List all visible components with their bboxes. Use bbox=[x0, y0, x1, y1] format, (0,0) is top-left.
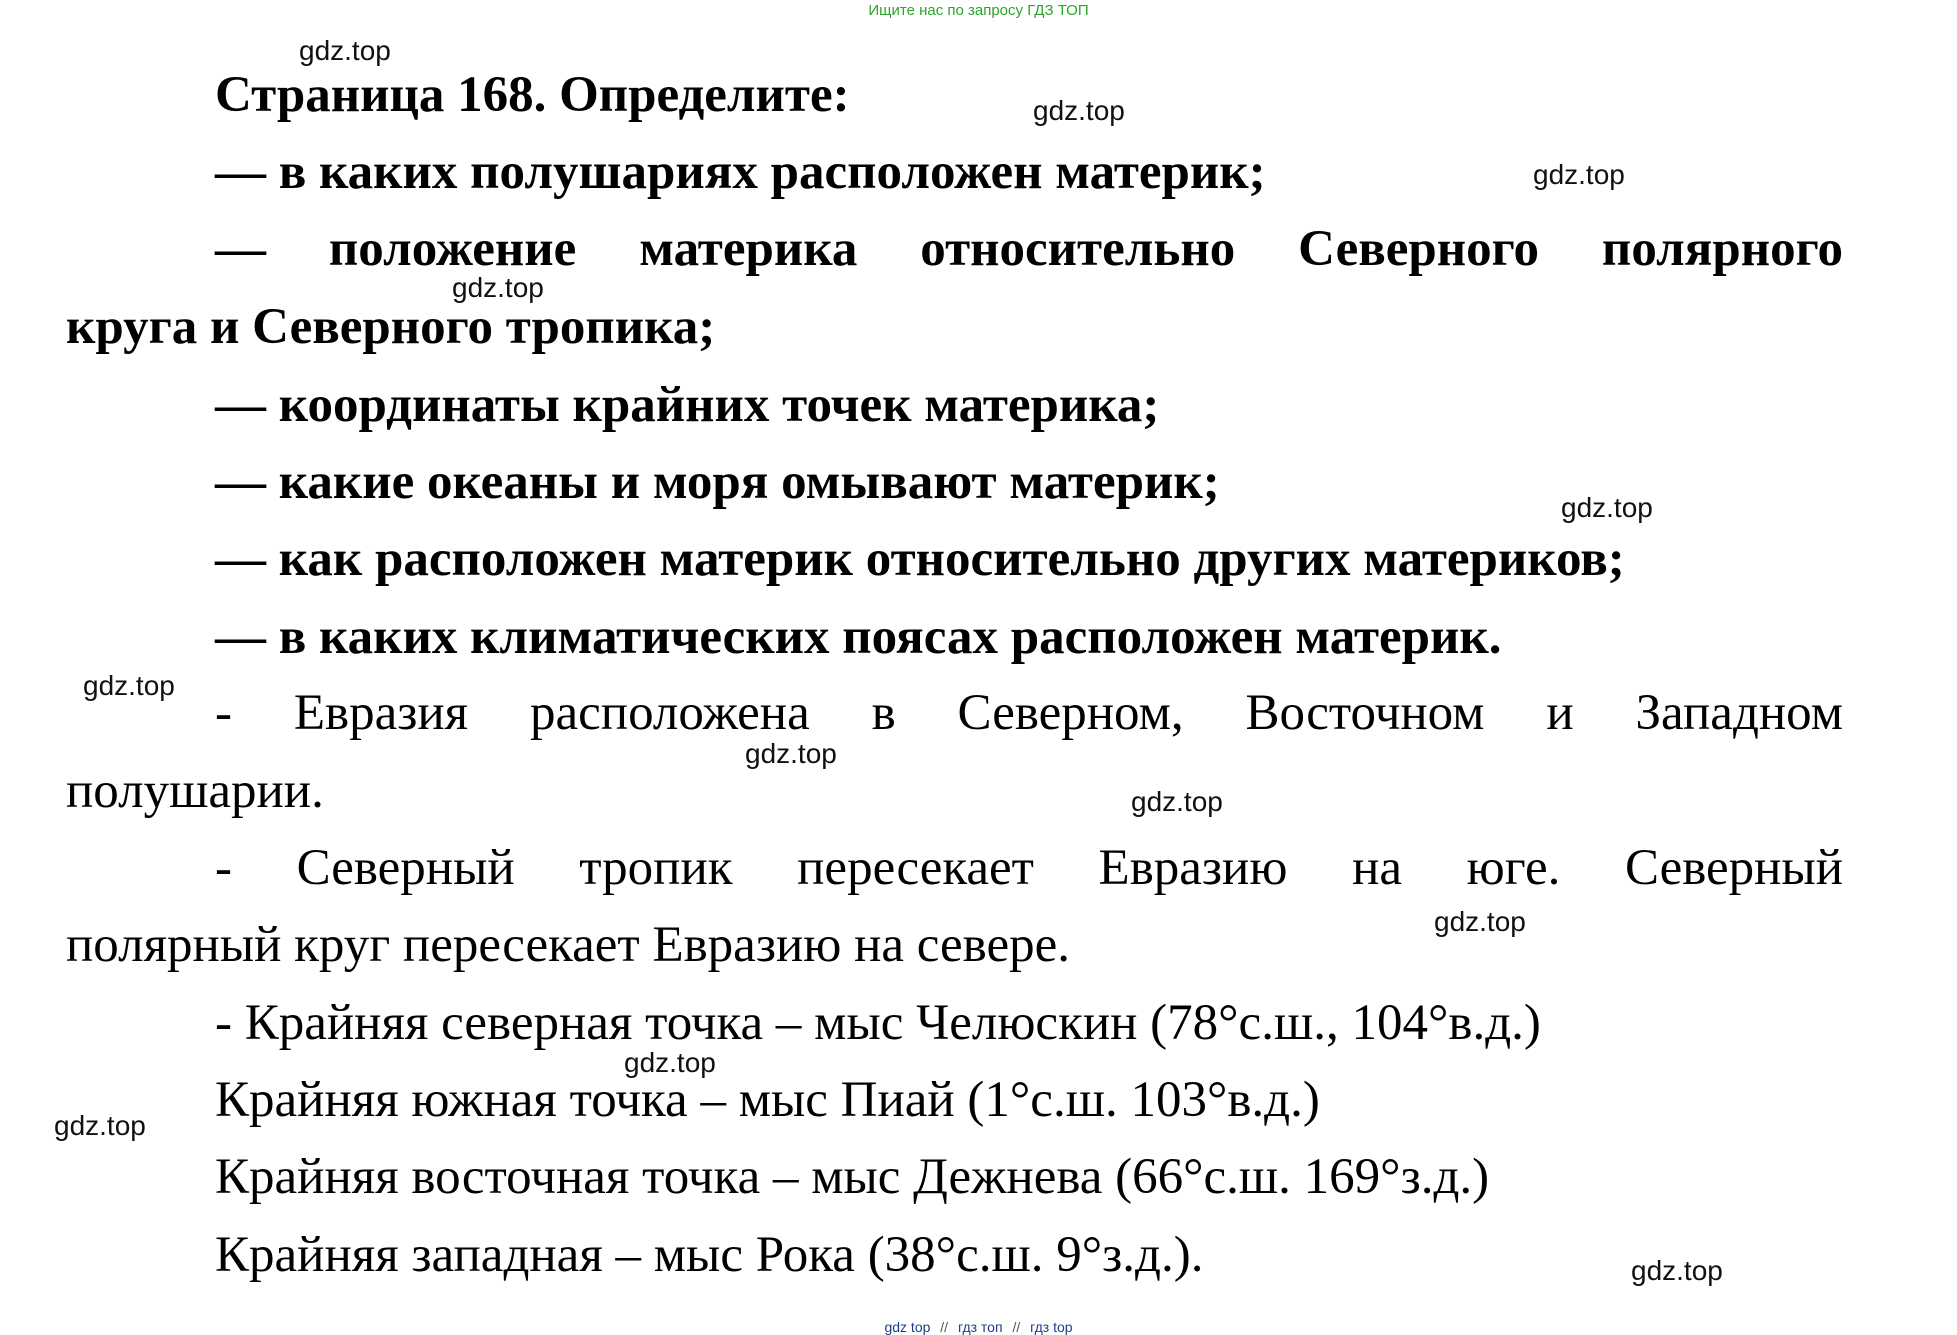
task-item-position-cont: круга и Северного тропика; bbox=[66, 299, 716, 355]
answer-hemispheres-cont: полушарии. bbox=[66, 763, 324, 819]
task-item-climate: — в каких климатических поясах расположен материк. bbox=[215, 609, 1502, 665]
task-item-continents: — как расположен материк относительно других материков; bbox=[215, 531, 1625, 587]
footer-link[interactable]: гдз top bbox=[1030, 1319, 1073, 1335]
answer-tropic: - Северный тропик пересекает Евразию на юге. Северный bbox=[215, 840, 1843, 896]
watermark: gdz.top bbox=[452, 272, 544, 303]
answer-east-point: Крайняя восточная точка – мыс Дежнева (66°с.ш. 169°з.д.) bbox=[215, 1149, 1490, 1205]
task-item-position: — положение материка относительно Северного полярного bbox=[215, 221, 1843, 277]
watermark: gdz.top bbox=[299, 35, 391, 66]
watermark: gdz.top bbox=[1033, 95, 1125, 126]
footer-separator: // bbox=[1012, 1319, 1021, 1335]
answer-south-point: Крайняя южная точка – мыс Пиай (1°с.ш. 103°в.д.) bbox=[215, 1072, 1320, 1128]
page-title: Страница 168. Определите: bbox=[215, 67, 850, 123]
footer-separator: // bbox=[940, 1319, 949, 1335]
watermark: gdz.top bbox=[624, 1047, 716, 1078]
task-item-oceans: — какие океаны и моря омывают материк; bbox=[215, 454, 1220, 510]
answer-hemispheres: - Евразия расположена в Северном, Восточном и Западном bbox=[215, 685, 1843, 741]
answer-north-point: - Крайняя северная точка – мыс Челюскин (78°с.ш., 104°в.д.) bbox=[215, 995, 1541, 1051]
top-search-banner: Ищите нас по запросу ГДЗ ТОП bbox=[868, 2, 1089, 19]
footer-link[interactable]: гдз топ bbox=[957, 1319, 1003, 1335]
task-item-coordinates: — координаты крайних точек материка; bbox=[215, 377, 1160, 433]
watermark: gdz.top bbox=[1434, 906, 1526, 937]
task-item-hemispheres: — в каких полушариях расположен материк; bbox=[215, 144, 1266, 200]
watermark: gdz.top bbox=[83, 670, 175, 701]
answer-polar-circle: полярный круг пересекает Евразию на севере. bbox=[66, 917, 1070, 973]
watermark: gdz.top bbox=[745, 738, 837, 769]
watermark: gdz.top bbox=[54, 1110, 146, 1141]
watermark: gdz.top bbox=[1561, 492, 1653, 523]
footer-link[interactable]: gdz top bbox=[884, 1319, 931, 1335]
watermark: gdz.top bbox=[1533, 159, 1625, 190]
watermark: gdz.top bbox=[1631, 1255, 1723, 1286]
answer-west-point: Крайняя западная – мыс Рока (38°с.ш. 9°з.д.). bbox=[215, 1227, 1204, 1283]
watermark: gdz.top bbox=[1131, 786, 1223, 817]
